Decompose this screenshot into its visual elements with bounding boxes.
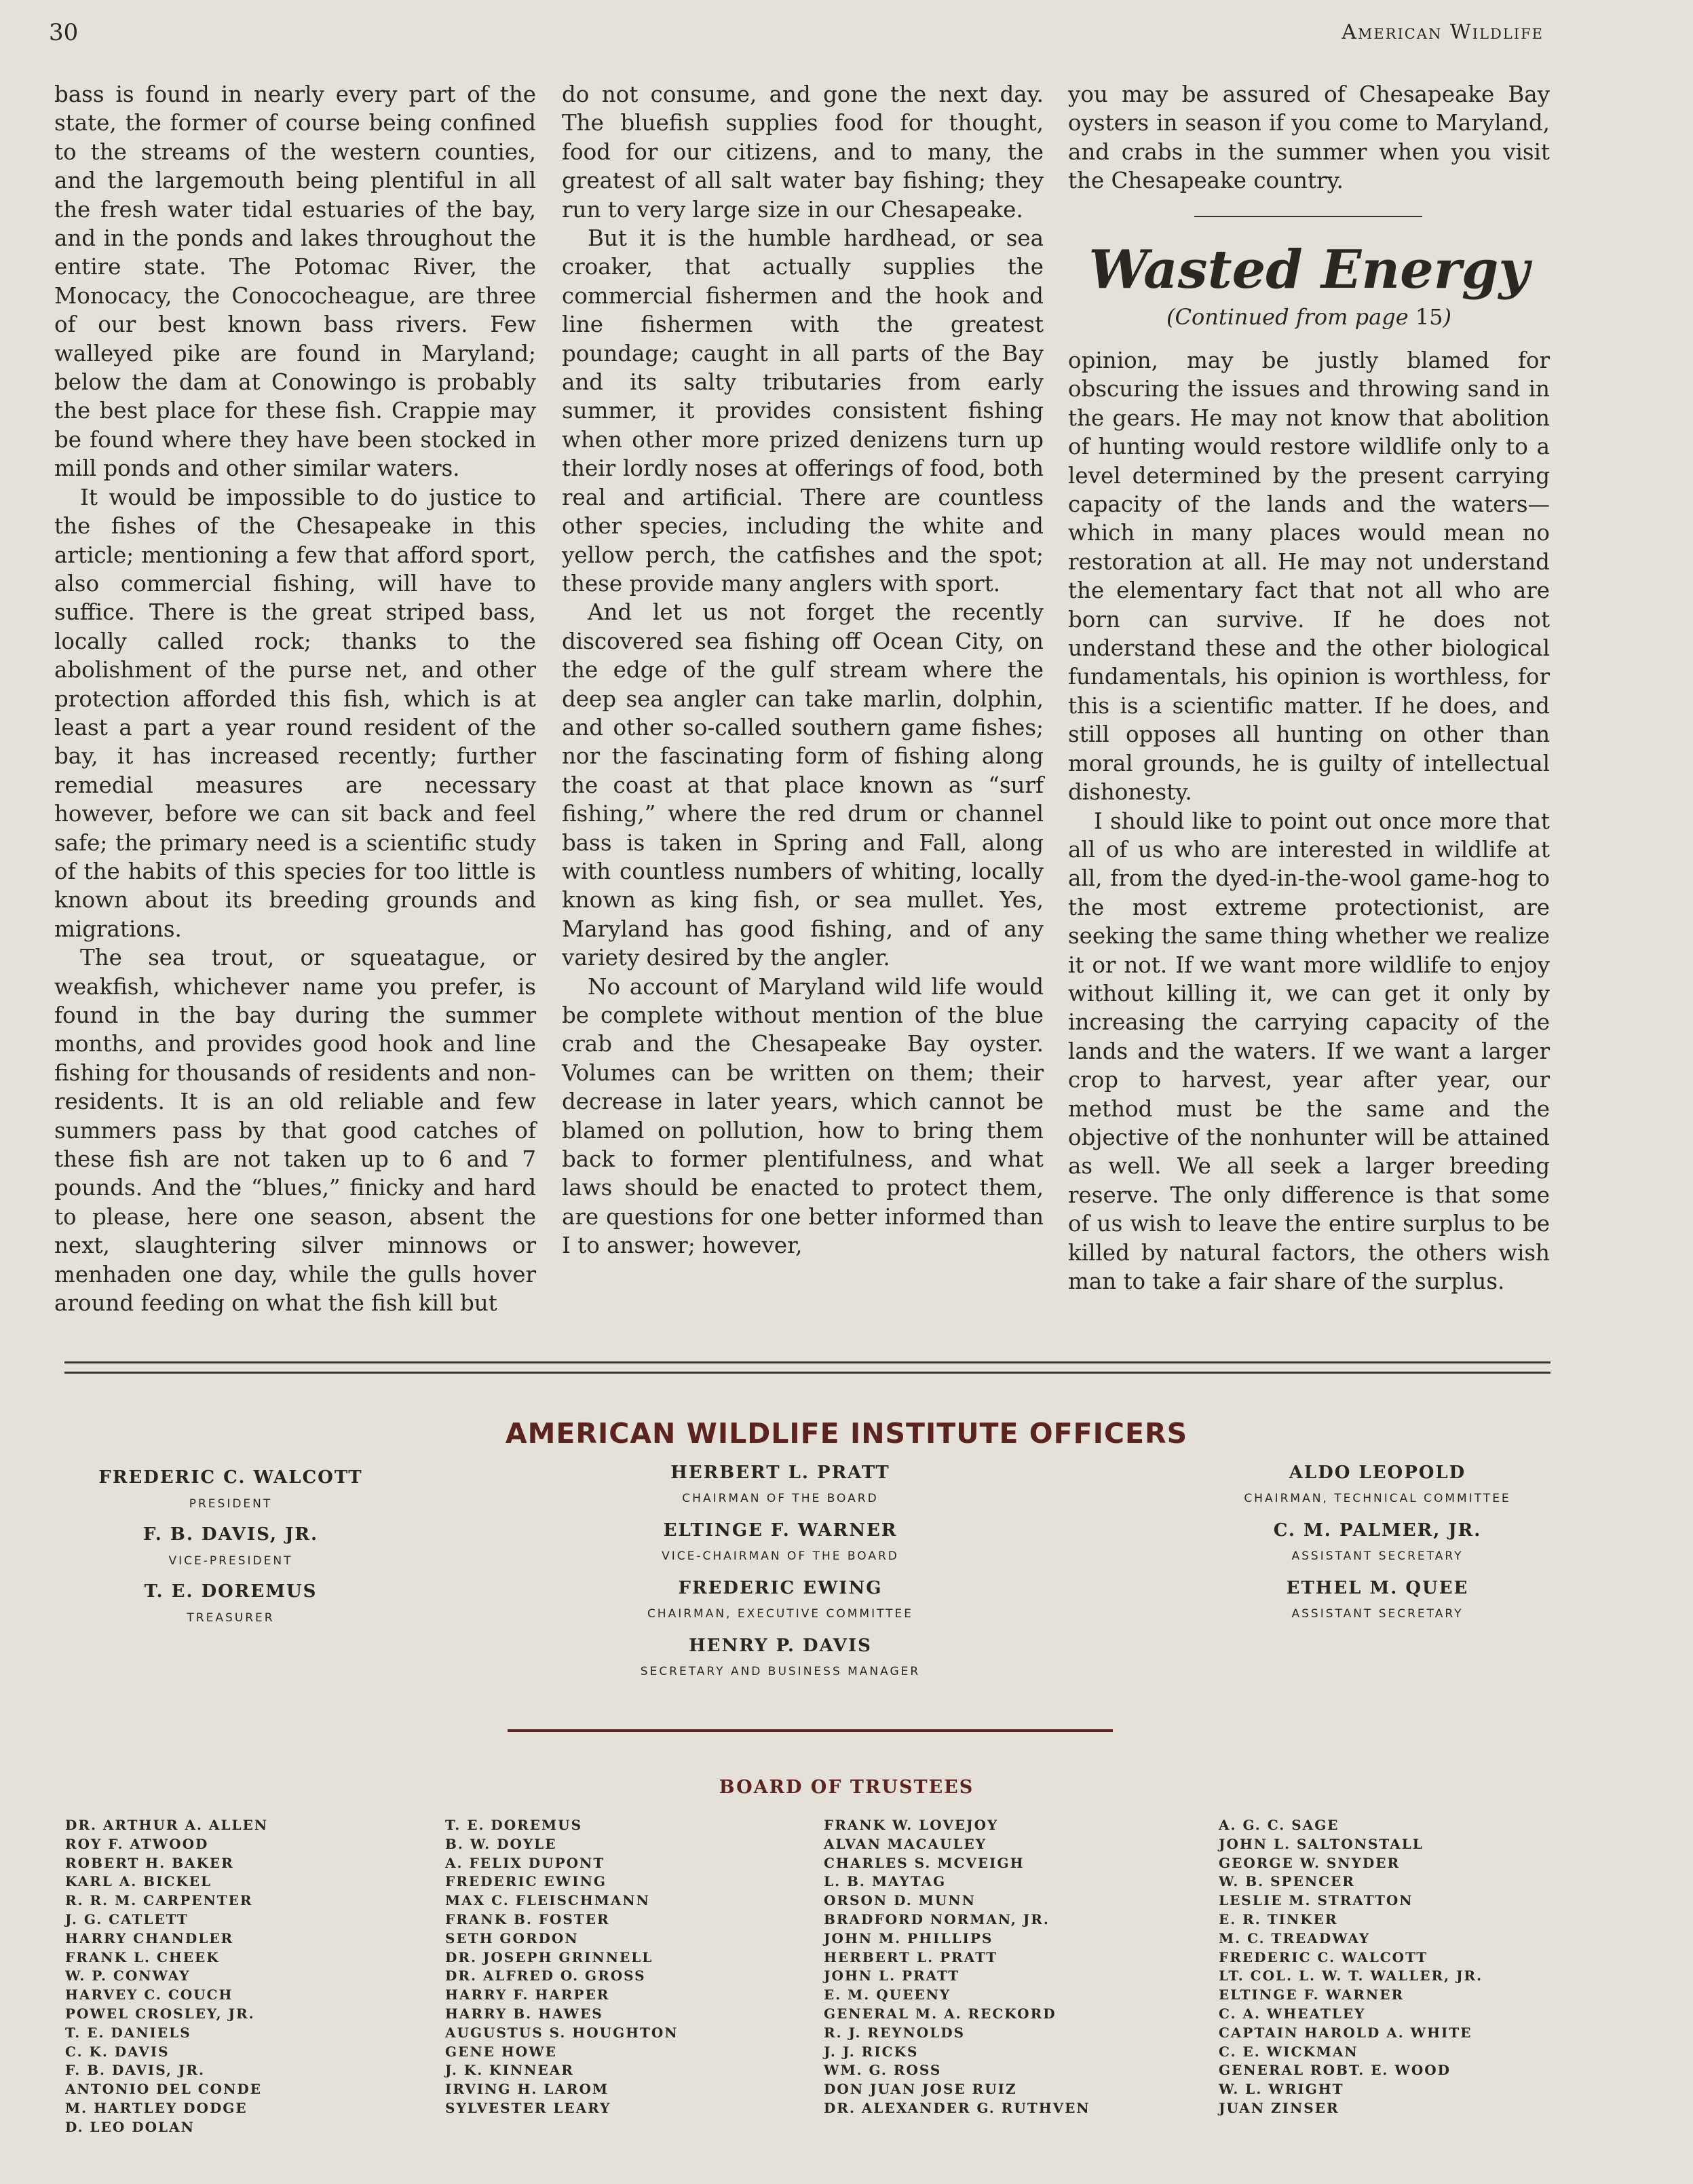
- magazine-title: American Wildlife: [1342, 20, 1544, 44]
- trustee-name: JOHN M. PHILLIPS: [824, 1929, 993, 1946]
- officer-name: HERBERT L. PRATT: [670, 1463, 890, 1483]
- paragraph: you may be assured of Chesapeake Bay oysters in season if you come to Maryland, and crabs in the summer when you visit the Chesapeake country.: [1068, 81, 1550, 194]
- article-column-3-bottom: [1068, 346, 1550, 1296]
- article-column-2: [562, 80, 1044, 1260]
- trustee-name: GENERAL M. A. RECKORD: [824, 2005, 1057, 2022]
- officer-name: ETHEL M. QUEE: [1286, 1578, 1469, 1598]
- trustee-name: C. E. WICKMAN: [1219, 2043, 1358, 2060]
- trustee-name: GEORGE W. SNYDER: [1219, 1854, 1401, 1871]
- trustee-name: C. K. DAVIS: [65, 2043, 170, 2060]
- officer-role: PRESIDENT: [189, 1497, 273, 1511]
- article-column-3-top: [1068, 80, 1550, 195]
- trustee-name: BRADFORD NORMAN, JR.: [824, 1910, 1050, 1927]
- trustee-name: FREDERIC EWING: [445, 1873, 607, 1890]
- trustee-name: SETH GORDON: [445, 1929, 579, 1946]
- trustee-name: A. G. C. SAGE: [1219, 1817, 1339, 1833]
- trustee-name: DR. ALEXANDER G. RUTHVEN: [824, 2099, 1090, 2116]
- officer-role: VICE-PRESIDENT: [168, 1554, 293, 1568]
- paragraph: bass is found in nearly every part of the state, the former of course being confined to the streams of the western counties, and the largemouth being plentiful in all the fresh water tidal estuaries of the bay, and in the ponds and lakes throughout the entire state. The Potomac River, the Monocacy, the Conococheague, are three of our best known bass rivers. Few walleyed pike are found in Maryland; below the dam at Conowingo is probably the best place for these fish. Crappie may be found where they have been stocked in mill ponds and other similar waters.: [54, 81, 536, 482]
- trustee-name: FRANK W. LOVEJOY: [824, 1817, 999, 1833]
- article-column-1: [54, 80, 536, 1317]
- paragraph: It would be impossible to do justice to the fishes of the Chesapeake in this article; mentioning a few that afford sport, also commercial fishing, will have to suffice. There is the great striped bass, locally called rock; thanks to the abolishment of the purse net, and other protection afforded this fish, which is at least a part a year round resident of the bay, it has increased recently; further remedial measures are necessary however, before we can sit back and feel safe; the primary need is a scientific study of the habits of this species for too little is known about its breeding grounds and migrations.: [54, 484, 536, 942]
- trustee-name: ELTINGE F. WARNER: [1219, 1987, 1405, 2003]
- double-rule-divider: [64, 1361, 1551, 1374]
- paragraph: No account of Maryland wild life would be complete without mention of the blue crab and the Chesapeake Bay oyster. Volumes can be written on them; their decrease in later years, which cannot be blamed on pollution, how to bring them back to former plentifulness, and what laws should be enacted to protect them, are questions for one better informed than I to answer; however,: [562, 973, 1044, 1259]
- paragraph: do not consume, and gone the next day. The bluefish supplies food for thought, food for our citizens, and to many, the greatest of all salt water bay fishing; they run to very large size in our Chesapeake.: [562, 81, 1044, 223]
- trustee-name: L. B. MAYTAG: [824, 1873, 947, 1890]
- trustee-name: LT. COL. L. W. T. WALLER, JR.: [1219, 1968, 1483, 1984]
- officer-role: TREASURER: [187, 1611, 275, 1625]
- trustee-name: FRANK B. FOSTER: [445, 1910, 610, 1927]
- paragraph: I should like to point out once more that all of us who are interested in wildlife at all, from the dyed-in-the-wool game-hog to the most extreme protectionist, are seeking the same thing whether we realize it or not. If we want more wildlife to enjoy without killing it, we can get it only by increasing the carrying capacity of the lands and the waters. If we want a larger crop to harvest, year after year, our method must be the same and the objective of the nonhunter will be attained as well. We all seek a larger breeding reserve. The only difference is that some of us wish to leave the entire surplus to be killed by natural factors, the others wish man to take a fair share of the surplus.: [1068, 808, 1550, 1294]
- trustee-name: ROBERT H. BAKER: [65, 1854, 234, 1871]
- trustee-name: HARRY CHANDLER: [65, 1929, 234, 1946]
- officer-name: HENRY P. DAVIS: [689, 1636, 872, 1656]
- officer-name: T. E. DOREMUS: [144, 1581, 318, 1602]
- continued-page-number: 15: [1415, 304, 1443, 330]
- paragraph: The sea trout, or squeatague, or weakfish, whichever name you prefer, is found in the bay during the summer months, and provides good hook and line fishing for thousands of residents and non-residents. It is an old reliable and few summers pass by that good catches of these fish are not taken up to 6 and 7 pounds. And the “blues,” finicky and hard to please, here one season, absent the next, slaughtering silver minnows or menhaden one day, while the gulls hover around feeding on what the fish kill but: [54, 945, 536, 1317]
- trustee-name: ROY F. ATWOOD: [65, 1835, 209, 1852]
- trustee-name: JUAN ZINSER: [1219, 2099, 1339, 2116]
- trustee-name: J. K. KINNEAR: [445, 2062, 574, 2079]
- trustee-name: DR. ALFRED O. GROSS: [445, 1968, 646, 1984]
- officer-name: FREDERIC C. WALCOTT: [98, 1467, 363, 1488]
- trustee-name: JOHN L. PRATT: [824, 1968, 960, 1984]
- page-number: 30: [49, 19, 79, 46]
- trustee-name: M. C. TREADWAY: [1219, 1929, 1371, 1946]
- trustee-name: HARRY F. HARPER: [445, 1987, 610, 2003]
- paragraph: And let us not forget the recently discovered sea fishing off Ocean City, on the edge of the gulf stream where the deep sea angler can take marlin, dolphin, and other so-called southern game fishes; nor the fascinating form of fishing along the coast at that place known as “surf fishing,” where the red drum or channel bass is taken in Spring and Fall, along with countless numbers of whiting, locally known as king fish, or sea mullet. Yes, Maryland has good fishing, and of any variety desired by the angler.: [562, 599, 1044, 971]
- trustee-name: FREDERIC C. WALCOTT: [1219, 1948, 1428, 1965]
- trustee-name: W. L. WRIGHT: [1219, 2081, 1344, 2098]
- officer-name: ELTINGE F. WARNER: [663, 1520, 898, 1541]
- trustee-name: M. HARTLEY DODGE: [65, 2099, 248, 2116]
- trustee-name: E. M. QUEENY: [824, 1987, 951, 2003]
- trustee-name: GENE HOWE: [445, 2043, 557, 2060]
- continued-prefix: (Continued from page: [1166, 304, 1415, 330]
- trustee-name: IRVING H. LAROM: [445, 2081, 609, 2098]
- continued-note: [1068, 304, 1550, 330]
- trustee-name: E. R. TINKER: [1219, 1910, 1338, 1927]
- trustee-name: D. LEO DOLAN: [65, 2118, 195, 2135]
- trustees-heading: BOARD OF TRUSTEES: [719, 1777, 974, 1798]
- officer-name: F. B. DAVIS, JR.: [142, 1524, 319, 1545]
- trustee-name: DR. JOSEPH GRINNELL: [445, 1948, 653, 1965]
- trustee-name: T. E. DANIELS: [65, 2024, 191, 2041]
- officer-role: ASSISTANT SECRETARY: [1291, 1549, 1464, 1563]
- trustee-name: T. E. DOREMUS: [445, 1817, 583, 1833]
- trustee-name: ALVAN MACAULEY: [824, 1835, 987, 1852]
- trustee-name: ANTONIO DEL CONDE: [65, 2081, 262, 2098]
- paragraph: opinion, may be justly blamed for obscuring the issues and throwing sand in the gears. He may not know that abolition of hunting would restore wildlife only to a level determined by the present carrying capacity of the lands and the waters—which in many places would mean no restoration at all. He may not understand the elementary fact that not all who are born can survive. If he does not understand these and the other biological fundamentals, his opinion is worthless, for this is a scientific matter. If he does, and still opposes all hunting on other than moral grounds, he is guilty of intellectual dishonesty.: [1068, 347, 1550, 806]
- officer-name: FREDERIC EWING: [678, 1578, 883, 1598]
- trustee-name: DR. ARTHUR A. ALLEN: [65, 1817, 269, 1833]
- trustee-name: J. J. RICKS: [824, 2043, 919, 2060]
- trustee-name: DON JUAN JOSE RUIZ: [824, 2081, 1017, 2098]
- section-divider: [1194, 216, 1422, 217]
- trustee-name: HERBERT L. PRATT: [824, 1948, 998, 1965]
- trustee-name: FRANK L. CHEEK: [65, 1948, 220, 1965]
- officer-role: ASSISTANT SECRETARY: [1291, 1607, 1464, 1621]
- trustee-name: HARVEY C. COUCH: [65, 1987, 233, 2003]
- trustees-divider: [508, 1729, 1113, 1732]
- officer-role: CHAIRMAN OF THE BOARD: [682, 1492, 879, 1505]
- trustee-name: POWEL CROSLEY, JR.: [65, 2005, 255, 2022]
- officer-role: VICE-CHAIRMAN OF THE BOARD: [662, 1549, 899, 1563]
- officer-name: C. M. PALMER, JR.: [1273, 1520, 1482, 1541]
- trustee-name: HARRY B. HAWES: [445, 2005, 603, 2022]
- trustee-name: R. R. M. CARPENTER: [65, 1892, 253, 1909]
- trustee-name: R. J. REYNOLDS: [824, 2024, 966, 2041]
- trustee-name: A. FELIX DUPONT: [445, 1854, 605, 1871]
- trustee-name: W. P. CONWAY: [65, 1968, 191, 1984]
- continued-suffix: ): [1443, 304, 1452, 330]
- trustees-column-3: [824, 1816, 1090, 2118]
- paragraph: But it is the humble hardhead, or sea croaker, that actually supplies the commercial fishermen and the hook and line fishermen with the greatest poundage; caught in all parts of the Bay and its salty tributaries from early summer, it provides consistent fishing when other more prized denizens turn up their lordly noses at offerings of food, both real and artificial. There are countless other species, including the white and yellow perch, the catfishes and the spot; these provide many anglers with sport.: [562, 225, 1044, 597]
- trustees-column-1: [65, 1816, 268, 2137]
- officer-role: CHAIRMAN, EXECUTIVE COMMITTEE: [647, 1607, 914, 1621]
- officer-role: CHAIRMAN, TECHNICAL COMMITTEE: [1244, 1492, 1511, 1505]
- trustee-name: KARL A. BICKEL: [65, 1873, 212, 1890]
- trustee-name: J. G. CATLETT: [65, 1910, 189, 1927]
- trustee-name: LESLIE M. STRATTON: [1219, 1892, 1413, 1909]
- trustees-column-2: [445, 1816, 679, 2118]
- article-title: Wasted Energy: [1088, 239, 1529, 301]
- trustee-name: CAPTAIN HAROLD A. WHITE: [1219, 2024, 1472, 2041]
- officer-role: SECRETARY AND BUSINESS MANAGER: [640, 1665, 921, 1678]
- trustee-name: W. B. SPENCER: [1219, 1873, 1355, 1890]
- trustee-name: JOHN L. SALTONSTALL: [1219, 1835, 1424, 1852]
- officers-heading: AMERICAN WILDLIFE INSTITUTE OFFICERS: [505, 1417, 1188, 1450]
- trustees-column-4: [1219, 1816, 1483, 2118]
- trustee-name: WM. G. ROSS: [824, 2062, 942, 2079]
- trustee-name: CHARLES S. MCVEIGH: [824, 1854, 1025, 1871]
- trustee-name: F. B. DAVIS, JR.: [65, 2062, 205, 2079]
- trustee-name: SYLVESTER LEARY: [445, 2099, 611, 2116]
- trustee-name: ORSON D. MUNN: [824, 1892, 976, 1909]
- trustee-name: B. W. DOYLE: [445, 1835, 557, 1852]
- trustee-name: C. A. WHEATLEY: [1219, 2005, 1366, 2022]
- trustee-name: MAX C. FLEISCHMANN: [445, 1892, 650, 1909]
- trustee-name: AUGUSTUS S. HOUGHTON: [445, 2024, 679, 2041]
- officer-name: ALDO LEOPOLD: [1289, 1463, 1466, 1483]
- trustee-name: GENERAL ROBT. E. WOOD: [1219, 2062, 1451, 2079]
